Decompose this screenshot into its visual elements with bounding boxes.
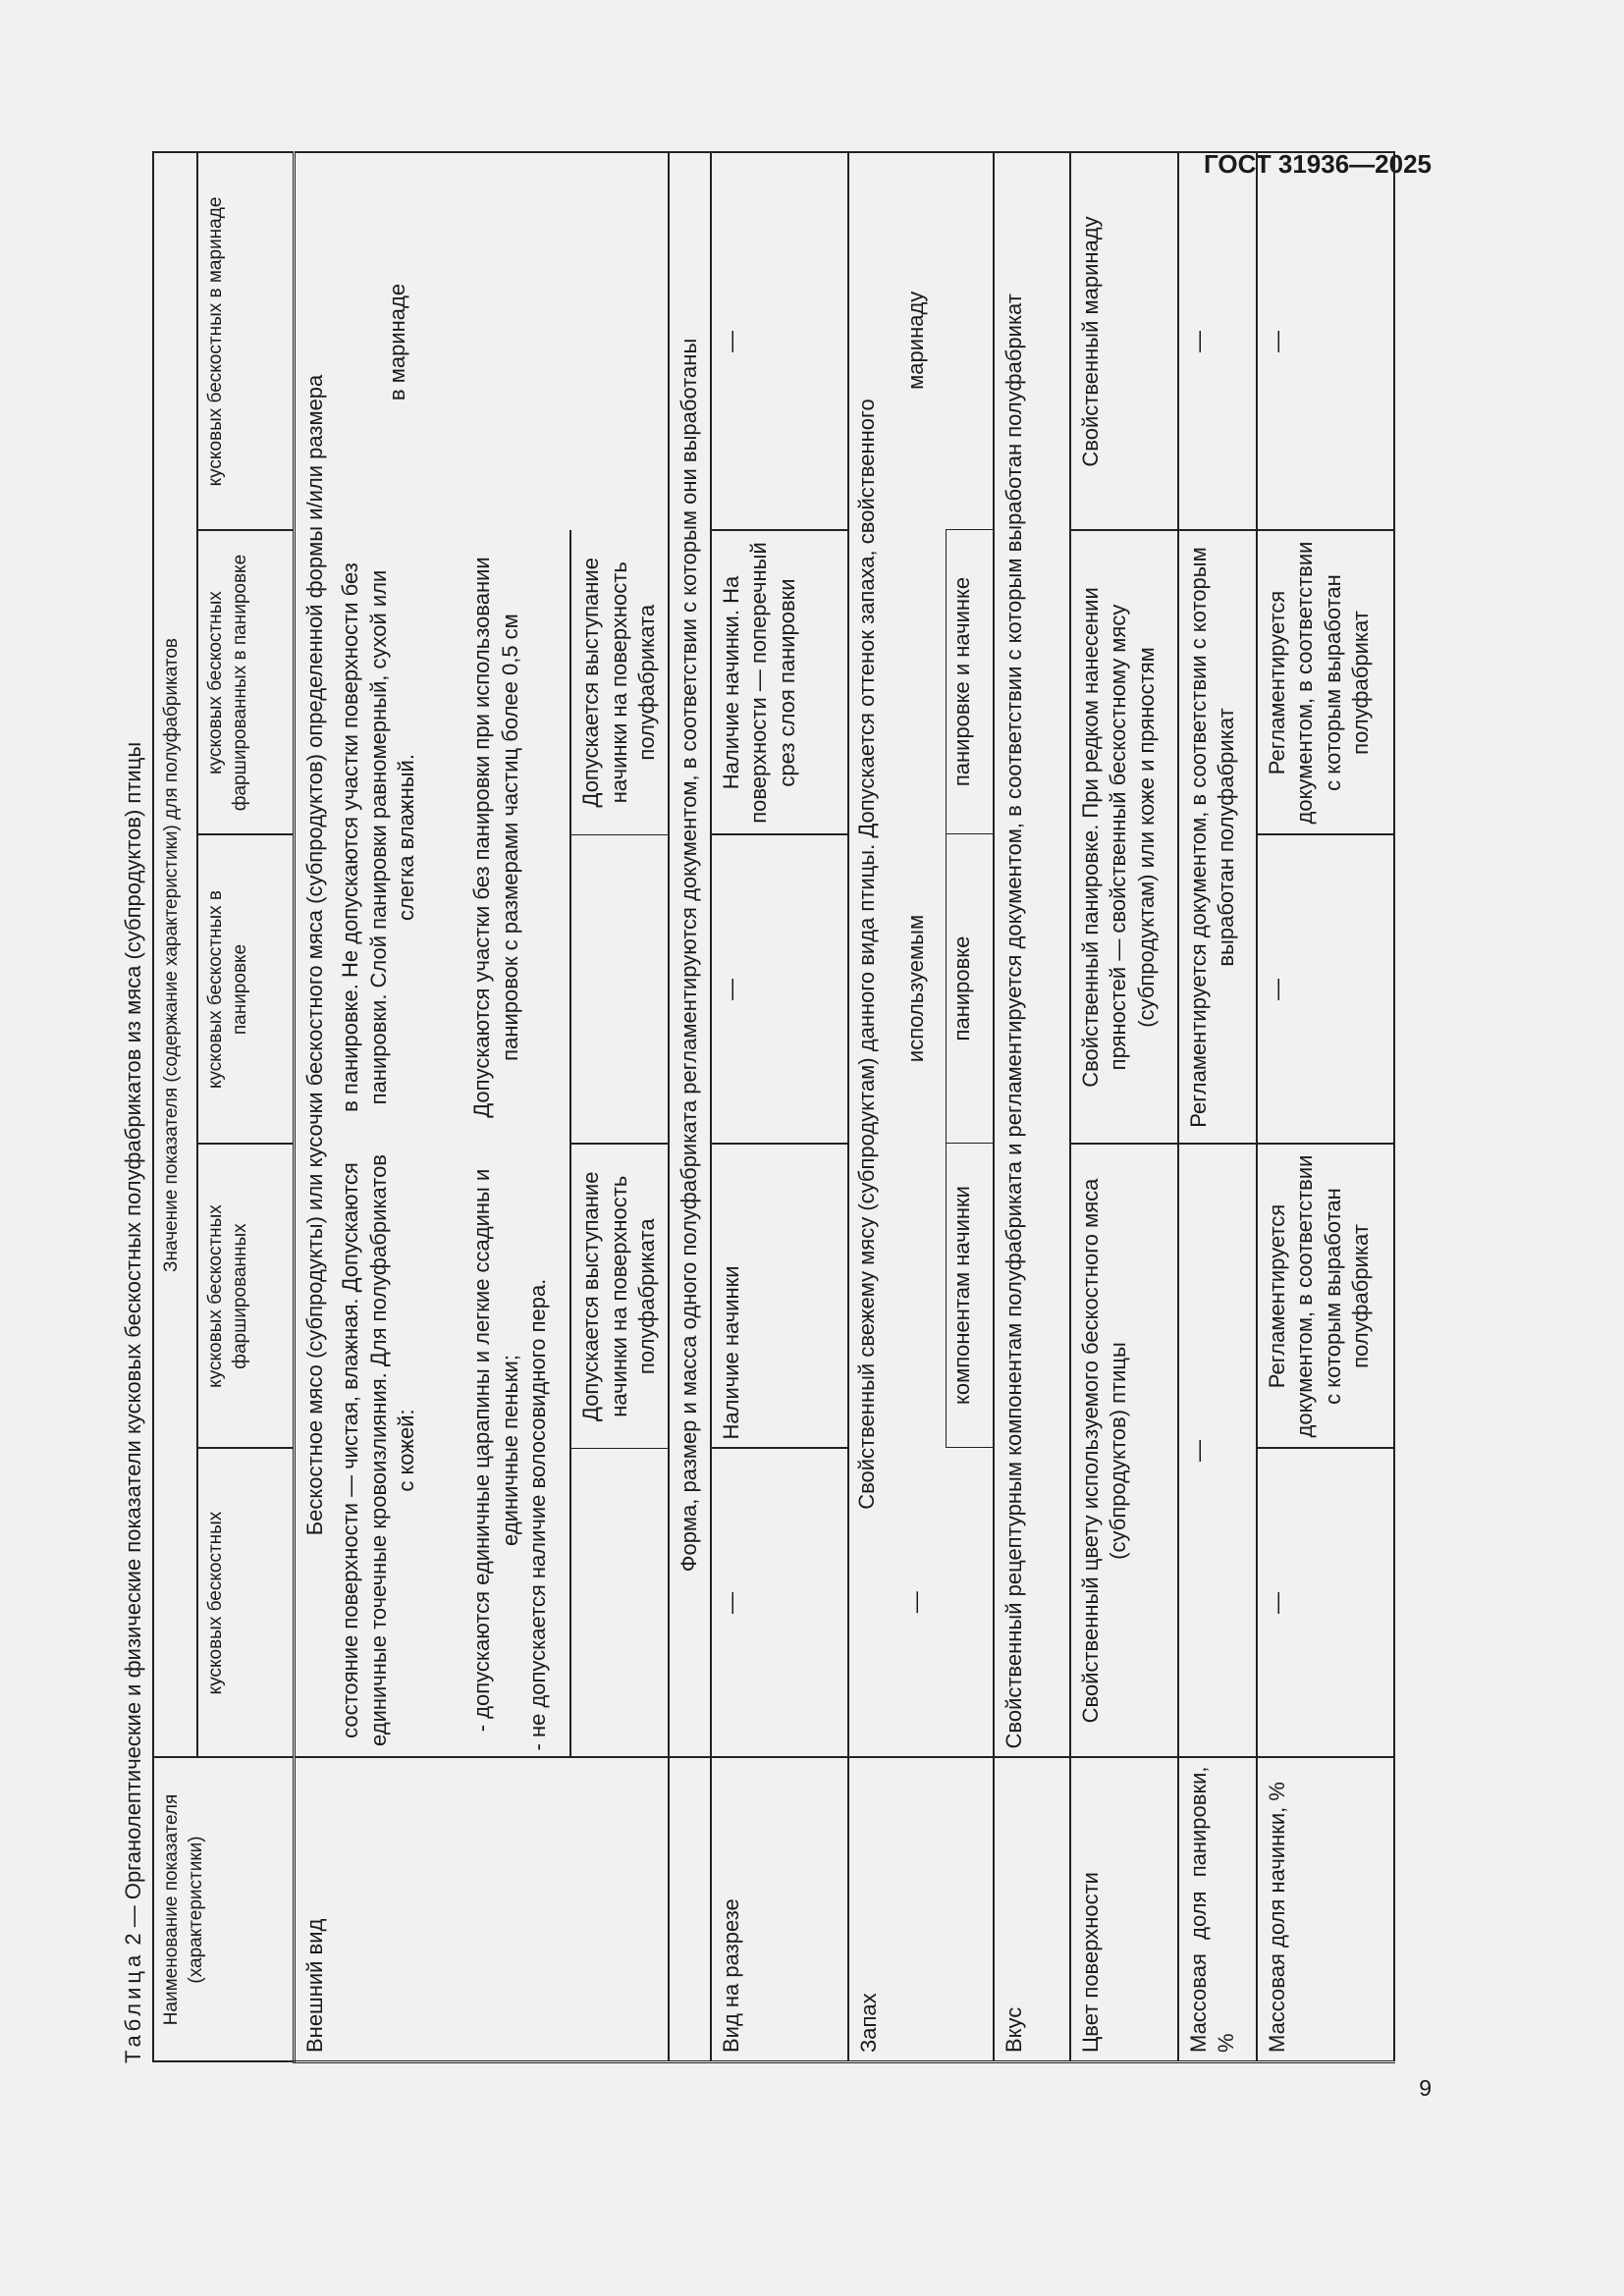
appearance-breaded-block bbox=[335, 531, 570, 1145]
taste-text: Свойственный рецептурным компонентам полуфабриката и регламентируется документом, в соответствии с которым выработан полуфабрикат bbox=[994, 152, 1070, 1757]
filling-share-marinated: — bbox=[1257, 152, 1394, 530]
appearance-item-2: - не допускается наличие волосовидного пера. bbox=[525, 1278, 551, 1751]
smell-used: используемым bbox=[902, 914, 928, 1063]
cut-stuffed-breaded: Наличие начинки. На поверхности — поперечный срез слоя панировки bbox=[711, 531, 848, 835]
row-name-breading-share: Массовая доля панировки, % bbox=[1178, 1758, 1257, 2062]
header-group: Значение показателя (содержание характеристики) для полуфабрикатов bbox=[153, 152, 197, 1757]
page-number: 9 bbox=[1419, 2075, 1432, 2101]
table-caption bbox=[115, 154, 152, 2063]
cut-marinated: — bbox=[711, 152, 848, 530]
header-name-col: Наименование показателя (характеристики) bbox=[153, 1758, 294, 2062]
cut-breaded: — bbox=[711, 835, 848, 1145]
filling-share-plain: — bbox=[1257, 1449, 1394, 1758]
smell-plain: — bbox=[902, 1591, 928, 1614]
row-name-smell: Запах bbox=[848, 1758, 994, 2062]
row-name-appearance: Внешний вид bbox=[294, 1758, 669, 2062]
header-col-stuffed-breaded: кусковых бескостных фаршированных в панировке bbox=[197, 531, 294, 835]
filling-share-breaded: — bbox=[1257, 835, 1394, 1145]
appearance-left-block bbox=[335, 1145, 570, 1758]
header-col-plain: кусковых бескостных bbox=[197, 1449, 294, 1758]
smell-text: Свойственный свежему мясу (субпродуктам) данного вида птицы. Допускается оттенок запаха, свойственного bbox=[853, 399, 879, 1510]
appearance-breaded-text-2: Допускаются участки без панировки при использовании панировок с размерами частиц более 0,5 см bbox=[469, 557, 522, 1118]
rotated-table-area bbox=[115, 154, 1387, 2063]
breading-share-plain-stuffed: — bbox=[1178, 1145, 1257, 1758]
smell-marinated: маринаду bbox=[902, 291, 928, 390]
color-marinated: Свойственный маринаду bbox=[1070, 152, 1178, 530]
caption-prefix: Таблица bbox=[121, 1950, 145, 2063]
smell-breaded: панировке bbox=[947, 834, 993, 1144]
caption-text: 2 — Органолептические и физические показатели кусковых бескостных полуфабрикатов из мяса (субпродуктов) птицы bbox=[121, 741, 145, 1951]
appearance-left-text: состояние поверхности — чистая, влажная. Допускаются единичные точечные кровоизлияния. Для полуфабрикатов с кожей: bbox=[338, 1154, 419, 1747]
header-col-breaded: кусковых бескостных в панировке bbox=[197, 835, 294, 1145]
breading-share-marinated: — bbox=[1178, 152, 1257, 530]
cut-stuffed: Наличие начинки bbox=[711, 1145, 848, 1449]
smell-block bbox=[848, 152, 994, 1757]
cut-plain: — bbox=[711, 1449, 848, 1758]
form-size-span: Форма, размер и масса одного полуфабриката регламентируются документом, в соответствии с которым они выработаны bbox=[669, 152, 711, 1757]
row-name-color: Цвет поверхности bbox=[1070, 1758, 1178, 2062]
appearance-stuffed-breaded-note: Допускается выступание начинки на поверхность полуфабриката bbox=[570, 531, 669, 835]
row-name-cut: Вид на разрезе bbox=[711, 1758, 848, 2062]
organoleptic-table bbox=[152, 151, 1395, 2063]
breading-share-breaded: Регламентируется документом, в соответствии с которым выработан полуфабрикат bbox=[1178, 531, 1257, 1145]
color-breaded: Свойственный панировке. При редком нанесении пряностей — свойственный бескостному мясу (субпродуктам) или коже и пряностям bbox=[1070, 531, 1178, 1145]
appearance-span: Бескостное мясо (субпродукты) или кусочки бескостного мяса (субпродуктов) определенной формы и/или размера bbox=[294, 152, 335, 1757]
row-name-filling-share: Массовая доля начинки, % bbox=[1257, 1758, 1394, 2062]
row-name-taste: Вкус bbox=[994, 1758, 1070, 2062]
color-plain-stuffed: Свойственный цвету используемого бескостного мяса (субпродуктов) птицы bbox=[1070, 1145, 1178, 1758]
filling-share-stuffed-breaded: Регламентируется документом, в соответствии с которым выработан полуфабрикат bbox=[1257, 531, 1394, 835]
filling-share-stuffed: Регламентируется документом, в соответствии с которым выработан полуфабрикат bbox=[1257, 1145, 1394, 1449]
header-col-stuffed: кусковых бескостных фаршированных bbox=[197, 1145, 294, 1449]
header-col-marinated: кусковых бескостных в маринаде bbox=[197, 152, 294, 530]
smell-stuffed-breaded: панировке и начинке bbox=[947, 530, 993, 834]
document-code: ГОСТ 31936—2025 bbox=[1204, 149, 1432, 179]
appearance-breaded-text: в панировке. Не допускаются участки поверхности без панировки. Слой панировки равномерный, сухой или слегка влажный. bbox=[338, 562, 419, 1112]
appearance-stuffed-note: Допускается выступание начинки на поверхность полуфабриката bbox=[570, 1145, 669, 1449]
smell-stuffed: компонентам начинки bbox=[947, 1144, 993, 1448]
appearance-item-1: - допускаются единичные царапины и легкие ссадины и единичные пеньки; bbox=[469, 1168, 522, 1733]
appearance-marinated: в маринаде bbox=[335, 152, 669, 530]
